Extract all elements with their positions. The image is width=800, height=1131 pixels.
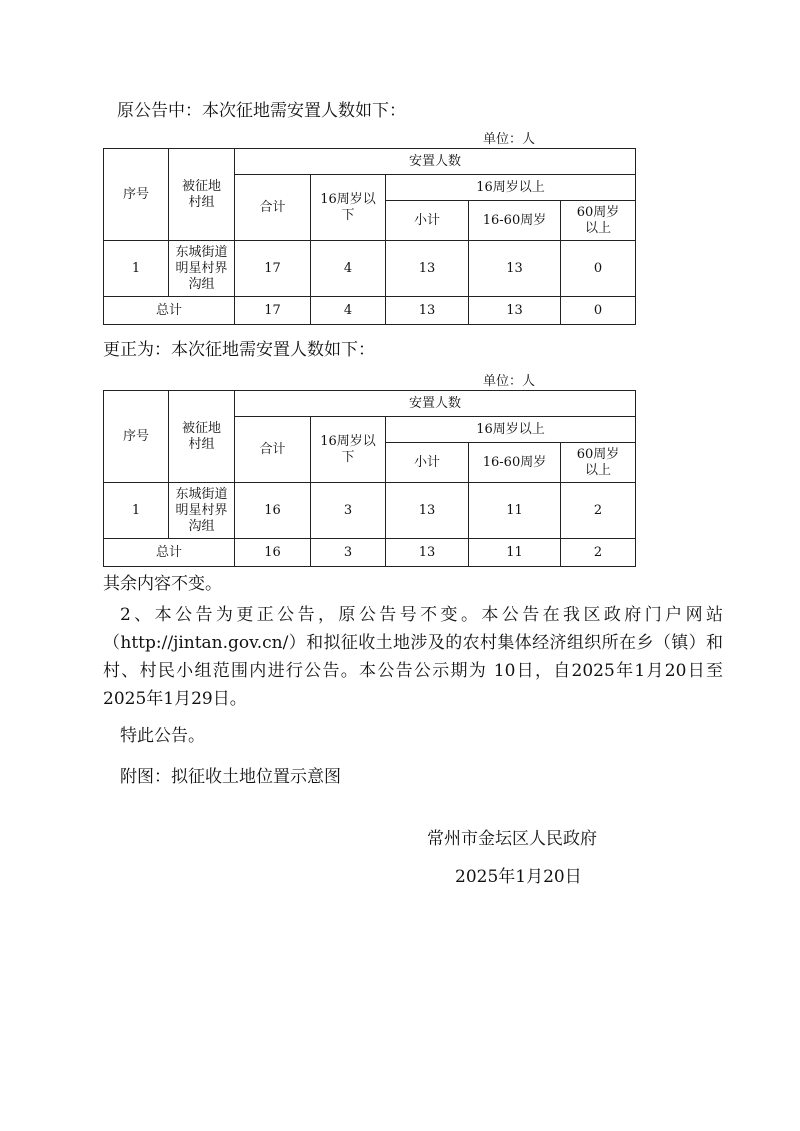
sum-age16-60: 11 — [469, 539, 561, 567]
header-over60: 60周岁 以上 — [561, 443, 636, 483]
signature-org: 常州市金坛区人民政府 — [427, 829, 597, 849]
rest-unchanged-note: 其余内容不变。 — [103, 574, 222, 594]
cell-total: 17 — [235, 241, 311, 297]
sum-age16-60: 13 — [469, 297, 561, 325]
header-seq: 序号 — [104, 391, 169, 483]
sum-under16: 3 — [311, 539, 386, 567]
sum-row — [104, 539, 636, 567]
header-age16-60: 16-60周岁 — [469, 443, 561, 483]
cell-village: 东城街道 明星村界 沟组 — [169, 483, 235, 539]
cell-village: 东城街道 明星村界 沟组 — [169, 241, 235, 297]
header-subtotal: 小计 — [386, 201, 469, 241]
header-under16: 16周岁以 下 — [311, 417, 386, 483]
corrected-unit-label: 单位：人 — [483, 374, 536, 389]
cell-total: 16 — [235, 483, 311, 539]
original-unit-label: 单位：人 — [483, 132, 536, 147]
header-seq: 序号 — [104, 149, 169, 241]
cell-seq: 1 — [104, 241, 169, 297]
original-intro: 原公告中：本次征地需安置人数如下： — [117, 101, 406, 121]
cell-seq: 1 — [104, 483, 169, 539]
header-subtotal: 小计 — [386, 443, 469, 483]
attachment-note: 附图：拟征收土地位置示意图 — [120, 767, 341, 787]
header-placement-count: 安置人数 — [235, 149, 636, 175]
header-total: 合计 — [235, 175, 311, 241]
header-village: 被征地 村组 — [169, 391, 235, 483]
table-row — [104, 241, 636, 297]
header-total: 合计 — [235, 417, 311, 483]
sum-over60: 0 — [561, 297, 636, 325]
header-age16-60: 16-60周岁 — [469, 201, 561, 241]
original-table — [103, 148, 636, 325]
cell-under16: 3 — [311, 483, 386, 539]
sum-under16: 4 — [311, 297, 386, 325]
header-over60: 60周岁 以上 — [561, 201, 636, 241]
header-village: 被征地 村组 — [169, 149, 235, 241]
cell-over60: 0 — [561, 241, 636, 297]
cell-age16-60: 11 — [469, 483, 561, 539]
sum-subtotal: 13 — [386, 297, 469, 325]
sum-total: 16 — [235, 539, 311, 567]
paragraph-2: 2、本公告为更正公告，原公告号不变。本公告在我区政府门户网站（http://jintan.gov.cn/）和拟征收土地涉及的农村集体经济组织所在乡（镇）和村、村民小组范围内进行公告。本公告公示期为 10日，自2025年1月20日至2025年1月29日。 — [103, 605, 723, 709]
header-over16: 16周岁以上 — [386, 175, 636, 201]
corrected-table — [103, 390, 636, 567]
header-under16: 16周岁以 下 — [311, 175, 386, 241]
closing-text: 特此公告。 — [120, 726, 205, 746]
table-row — [104, 483, 636, 539]
header-over16: 16周岁以上 — [386, 417, 636, 443]
header-placement-count: 安置人数 — [235, 391, 636, 417]
corrected-intro: 更正为：本次征地需安置人数如下： — [103, 340, 375, 360]
sum-row — [104, 297, 636, 325]
sum-label: 总计 — [104, 539, 235, 567]
signature-date: 2025年1月20日 — [455, 867, 582, 887]
sum-label: 总计 — [104, 297, 235, 325]
sum-total: 17 — [235, 297, 311, 325]
sum-subtotal: 13 — [386, 539, 469, 567]
cell-age16-60: 13 — [469, 241, 561, 297]
sum-over60: 2 — [561, 539, 636, 567]
cell-subtotal: 13 — [386, 241, 469, 297]
cell-subtotal: 13 — [386, 483, 469, 539]
cell-over60: 2 — [561, 483, 636, 539]
cell-under16: 4 — [311, 241, 386, 297]
